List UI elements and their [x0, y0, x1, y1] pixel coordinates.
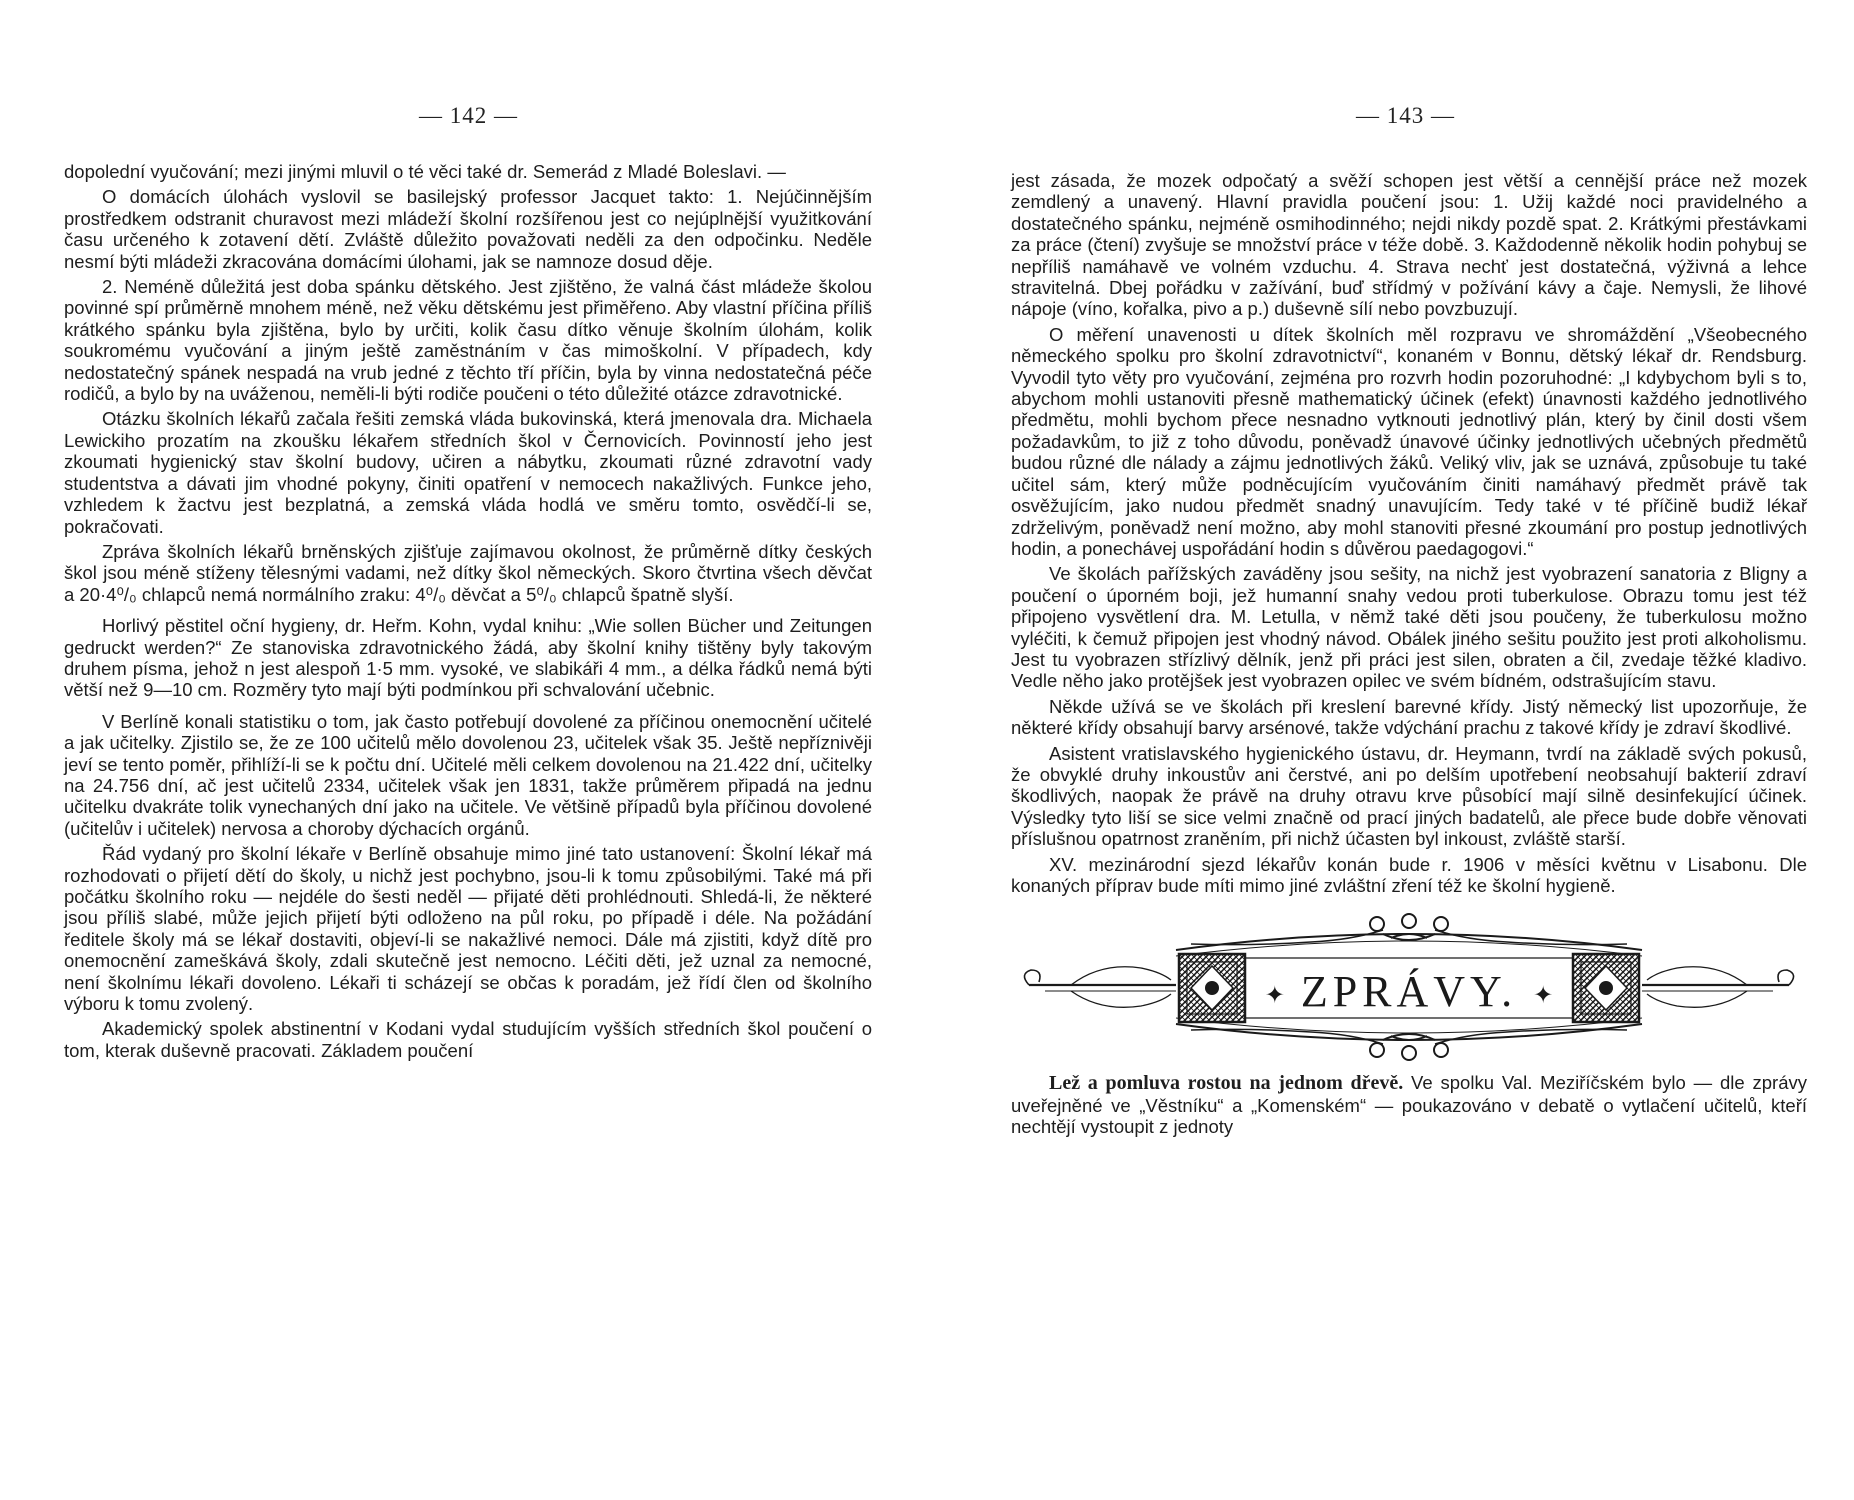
paragraph: Ve školách pařížských zaváděny jsou sešity, na nichž jest vyobrazení sanatoria z Bligny a poučení o úporném boji, jež humanní snahy vedou proti tuberkulose. Obrazu tomu jest též připojeno vysvětlení dra. M. Letulla, v němž také děti jsou poučeny, že tuberkulosu možno vyléčiti, k čemuž připojen jest vhodný návod. Obálek jiného sešitu použito jest proti alkoholismu. Jest tu vyobrazen střízlivý dělník, jenž při práci jest silen, obraten a čil, zvedaje těžké kladivo. Vedle něho jako protějšek jest vyobrazen opilec ve svém bídném, odstrašujícím stavu. [1011, 563, 1807, 692]
page-number: — 143 — [1356, 103, 1455, 128]
paragraph: Asistent vratislavského hygienického ústavu, dr. Heymann, tvrdí na základě svých pokusů, že obvyklé druhy inkoustův ani čerstvé, ani po delším upotřebení neobsahují bakterií zdraví škodlivých, naopak že právě na druhy otravu krve působící mají silně desinfekující účinek. Výsledky tyto liší se sice velmi značně od prací jiných badatelů, ale přece bude dobře věnovati příslušnou opatrnost zraněním, při nichž účasten byl inkoust, zvláště starší. [1011, 742, 1807, 850]
ornament-star-icon: ✦ [1533, 983, 1554, 1010]
paragraph: jest zásada, že mozek odpočatý a svěží schopen jest větší a cennější práce než mozek zemdlený a unavený. Hlavní pravidla poučení jsou: 1. Užij každé noci pravidelného a dostatečného spánku, nejméně osmihodinného; nejdi nikdy pozdě spat. 2. Krátkými přestávkami za práce (čtení) zvyšuje se množství práce v téže době. 3. Každodenně několik hodin pohybuj se nepříliš namáhavě ve volném vzduchu. 4. Strava nechť jest dostatečná, výživná a lehce stravitelná. Dbej pořádku v zažívání, buď střídmý v požívání kávy a čaje. Nemysli, že lihové nápoje (víno, kořalka, pivo a p.) duševně sílí nebo povzbuzují. [1011, 170, 1807, 320]
paragraph: Otázku školních lékařů začala řešiti zemská vláda bukovinská, která jmenovala dra. Michaela Lewickiho prozatím na zkoušku lékařem středních škol v Černovicích. Povinností jeho jest zkoumati hygienický stav školní budovy, učiren a nábytku, zkoumati různé zdravotní vady studentstva a dávati jim vhodné pokyny, činiti opatření v nemocech nakažlivých. Funkce jeho, vzhledem k žactvu jest bezplatná, a zemská vláda hodlá ve směru tomto, osvědčí-li se, pokračovati. [64, 408, 872, 537]
paragraph: Zpráva školních lékařů brněnských zjišťuje zajímavou okolnost, že průměrně dítky českých škol jsou méně stíženy tělesnými vadami, než dítky škol německých. Skoro čtvrtina všech děvčat a 20·4⁰/₀ chlapců nemá normálního zraku: 4⁰/₀ děvčat a 5⁰/₀ chlapců špatně slyší. [64, 540, 872, 605]
ornament-star-icon: ✦ [1264, 983, 1285, 1010]
paragraph: Akademický spolek abstinentní v Kodani vydal studujícím vyšších středních škol poučení o tom, kterak duševně pracovati. Základem poučení [64, 1018, 872, 1061]
news-item [1011, 1072, 1807, 1137]
paragraph: dopolední vyučování; mezi jinými mluvil o té věci také dr. Semerád z Mladé Boleslavi. — [64, 161, 786, 182]
paragraph: O měření unavenosti u dítek školních měl rozpravu ve shromáždění „Všeobecného německého spolku pro školní zdravotnictví“, konaném v Bonnu, dětský lékař dr. Rendsburg. Vyvodil tyto věty pro vyučování, zejména pro rozvrh hodin pozoruhodné: „I kdybychom byli s to, abychom mohli ustanoviti přesně mathematický účinek (efekt) únavnosti každého jednotlivého předmětu, mohli bychom přece nesnadno vytknouti jednotlivý plán, který by činil dosti všem požadavkům, to již z toho důvodu, poněvadž únavové účinky jednotlivých učebných předmětů budou různé dle nálady a zájmu jednotlivých žáků. Veliký vliv, jak se uznává, způsobuje tu také učitel sám, který může podněcujícím vyučováním činiti namáhavý předmět právě tak osvěžujícím, jako nudou předmět snadný unavujícím. Tedy také v té příčině budiž lékař zdrželivým, poněvadž není možno, aby mohl stanoviti přesné zkoumání pro postup jednotlivých hodin, a ponechávej uspořádání hodin s důvěrou paedagogovi.“ [1011, 323, 1807, 559]
zpravy-section-ornament [1011, 912, 1807, 1062]
paragraph: Někde užívá se ve školách při kreslení barevné křídy. Jistý německý list upozorňuje, že některé křídy obsahují barvy arsénové, takže vdýchání prachu z takové křídy je zdraví škodlivé. [1011, 695, 1807, 739]
section-heading-zpravy [1011, 967, 1807, 1021]
paragraph: O domácích úlohách vyslovil se basilejský professor Jacquet takto: 1. Nejúčinnějším prostředkem odstranit churavost mezi mládeží školní rozšířenou jest co nejúplnější využitkování času určeného k zotavení dětí. Zvláště důležito považovati neděli za den odpočinku. Neděle nesmí býti mládeži zkracována domácími úlohami, jak se namnoze dosud děje. [64, 186, 872, 272]
news-item-title: Lež a pomluva rostou na jednom dřevě. [1049, 1072, 1404, 1095]
paragraph: Řád vydaný pro školní lékaře v Berlíně obsahuje mimo jiné tato ustanovení: Školní lékař má rozhodovati o přijetí dětí do školy, u nichž jest pochybno, jsou-li k tomu způsobilými. Také má při počátku školního roku — nejdéle do šesti neděl — přijaté děti prohlédnouti. Shledá-li, že některé jsou příliš slabé, může jejich přijetí býti odloženo na půl roku, po případě i déle. Na požádání ředitele školy má se lékař dostaviti, objeví-li se nakažlivé nemoci. Dále má zjistiti, když dítě pro onemocnění zameškává školy, zdali skutečně jest nemocno. Léčiti děti, jež uznal za nemocné, není školnímu lékaři dovoleno. Lékaři ti scházejí se občas k poradám, jež řídí člen od školního výboru k tomu zvolený. [64, 843, 872, 1015]
paragraph: V Berlíně konali statistiku o tom, jak často potřebují dovolené za příčinou onemocnění učitelé a jak učitelky. Zjistilo se, že ze 100 učitelů mělo dovolenou 23, učitelek však 35. Ještě nepříznivěji jeví se tento poměr, přihlíží-li se k počtu dní. Učitelé měli celkem dovolenou na 21.422 dní, učitelky na 24.756 dní, ač jest učitelů 2334, učitelek však jen 1831, takže průměrem připadá na jednu učitelku dvakráte tolik vynechaných dní jako na učitele. Ve většině případů byla příčinou dovolené (učitelův i učitelek) nervosa a choroby dýchacích orgánů. [64, 710, 872, 839]
page-number: — 142 — [419, 103, 518, 128]
paragraph: 2. Neméně důležitá jest doba spánku dětského. Jest zjištěno, že valná část mládeže školou povinné spí průměrně mnohem méně, než věku dětskému jest přiměřeno. Aby vlastní příčina příliš krátkého spánku byla zjištěna, bylo by určiti, kolik času dítko věnuje školním úlohám, kolik soukromému vyučování a jiným ještě zaměstnáním v čas mimoškolní. V případech, kdy nedostatečný spánek nespadá na vrub jedné z těchto tří příčin, byla by vinna nedostatečná péče rodičů, a bylo by na uváženou, neměli-li býti rodiče poučeni o této důležité otázce zdravotnické. [64, 276, 872, 405]
section-heading-text: ZPRÁVY. [1300, 967, 1518, 1017]
news-item-text: Ve spolku Val. Meziříčském bylo — dle zprávy uveřejněné ve „Věstníku“ a „Komenském“ — poukazováno v debatě o vytlačení učitelů, kteří nechtějí vystoupit z jednoty [1011, 1072, 1807, 1138]
paragraph: XV. mezinárodní sjezd lékařův konán bude r. 1906 v měsíci květnu v Lisabonu. Dle konaných příprav bude míti mimo jiné zvláštní zření též ke školní hygieně. [1011, 853, 1807, 896]
paragraph: Horlivý pěstitel oční hygieny, dr. Heřm. Kohn, vydal knihu: „Wie sollen Bücher und Zeitungen gedruckt werden?“ Ze stanoviska zdravotnického žádá, aby školní knihy tištěny byly takovým druhem písma, jehož n jest alespoň 1·5 mm. vysoké, ve slabikáři 4 mm., a délka řádků nemá býti větší než 9—10 cm. Rozměry tyto mají býti podmínkou při schvalování učebnic. [64, 615, 872, 701]
right-page [927, 0, 1854, 1500]
left-text-column [64, 161, 872, 1061]
right-text-column [1011, 170, 1807, 1138]
